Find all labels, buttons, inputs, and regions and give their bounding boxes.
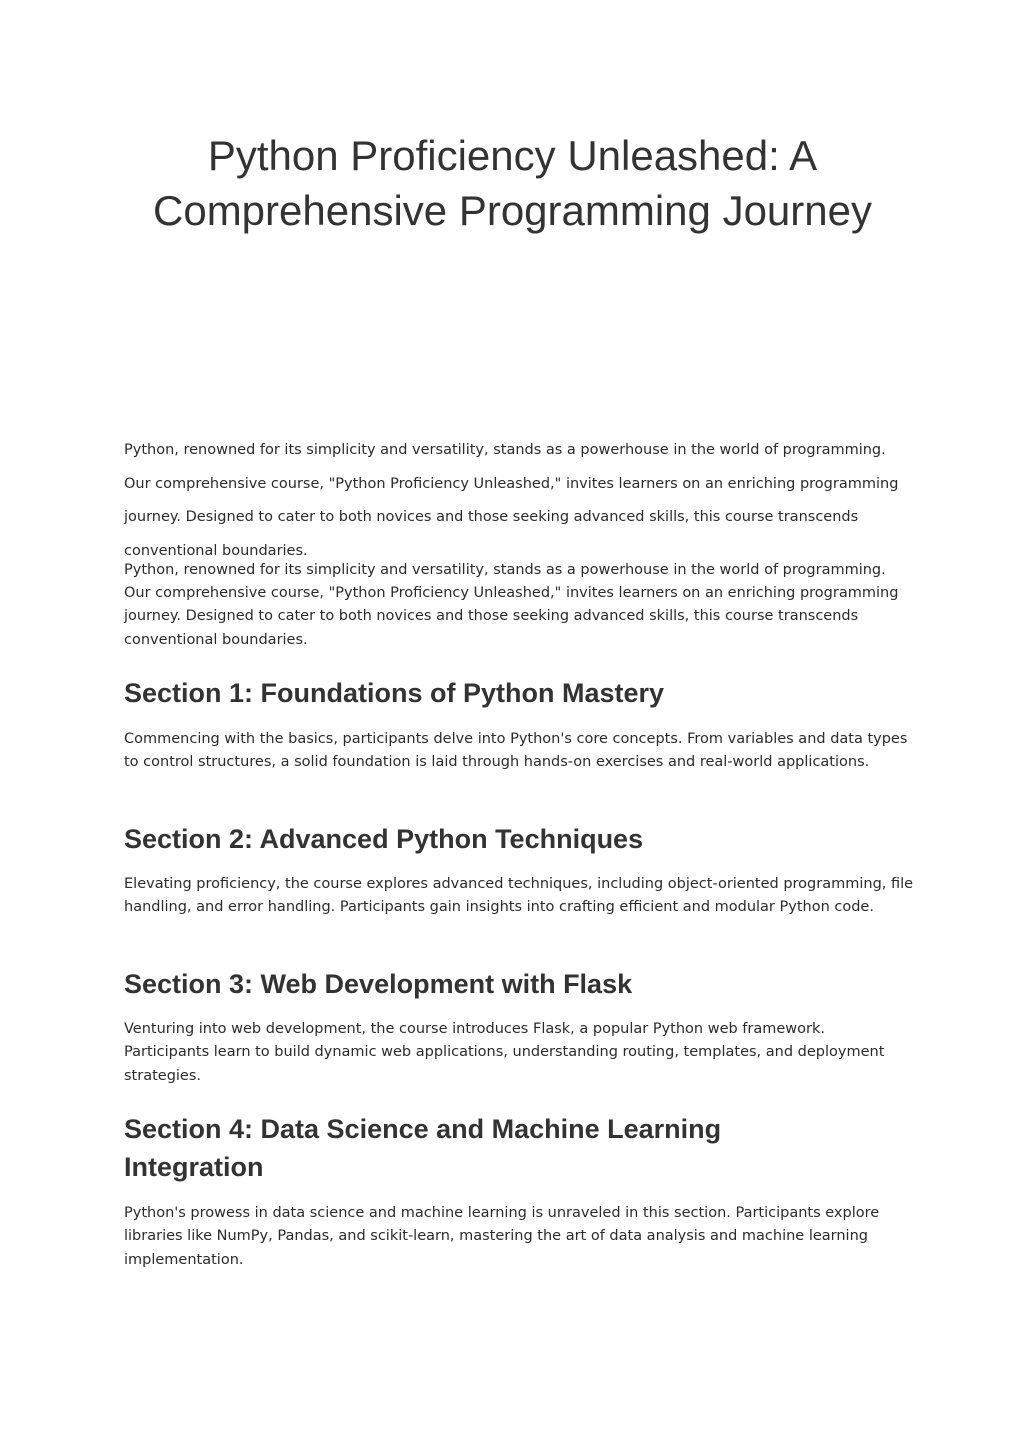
section-4-body: Python's prowess in data science and machine learning is unraveled in this section. Participants explore libraries like NumPy, Pandas, and scikit-learn, mastering the art of data analysis and machine learning implementation.: [124, 1205, 880, 1268]
section-1-heading: Section 1: Foundations of Python Mastery: [124, 678, 665, 708]
section-2-body: Elevating proficiency, the course explores advanced techniques, including object-oriented programming, file handling, and error handling. Participants gain insights into crafting efficient and modular Python code.: [124, 876, 914, 916]
document-title: Python Proficiency Unleashed: A Comprehensive Programming Journey: [153, 132, 872, 234]
intro-paragraph-repeat: Python, renowned for its simplicity and versatility, stands as a powerhouse in the world of programming. Our comprehensive course, "Python Proficiency Unleashed," invites learners on an enriching programming journey. Designed to cater to both novices and those seeking advanced skills, this course transcends conventional boundaries.: [124, 562, 899, 648]
section-1-body: Commencing with the basics, participants delve into Python's core concepts. From variables and data types to control structures, a solid foundation is laid through hands-on exercises and real-world applications.: [124, 731, 908, 771]
intro-paragraph: Python, renowned for its simplicity and versatility, stands as a powerhouse in the world of programming. Our comprehensive course, "Python Proficiency Unleashed," invites learners on an enriching programming journey. Designed to cater to both novices and those seeking advanced skills, this course transcends conventional boundaries.: [124, 442, 899, 560]
section-3-body: Venturing into web development, the course introduces Flask, a popular Python web framework. Participants learn to build dynamic web applications, understanding routing, templates, and deployment strategies.: [124, 1021, 885, 1084]
section-3-heading: Section 3: Web Development with Flask: [124, 969, 633, 999]
section-4-heading: Section 4: Data Science and Machine Learning Integration: [124, 1114, 722, 1182]
section-2-heading: Section 2: Advanced Python Techniques: [124, 824, 644, 854]
